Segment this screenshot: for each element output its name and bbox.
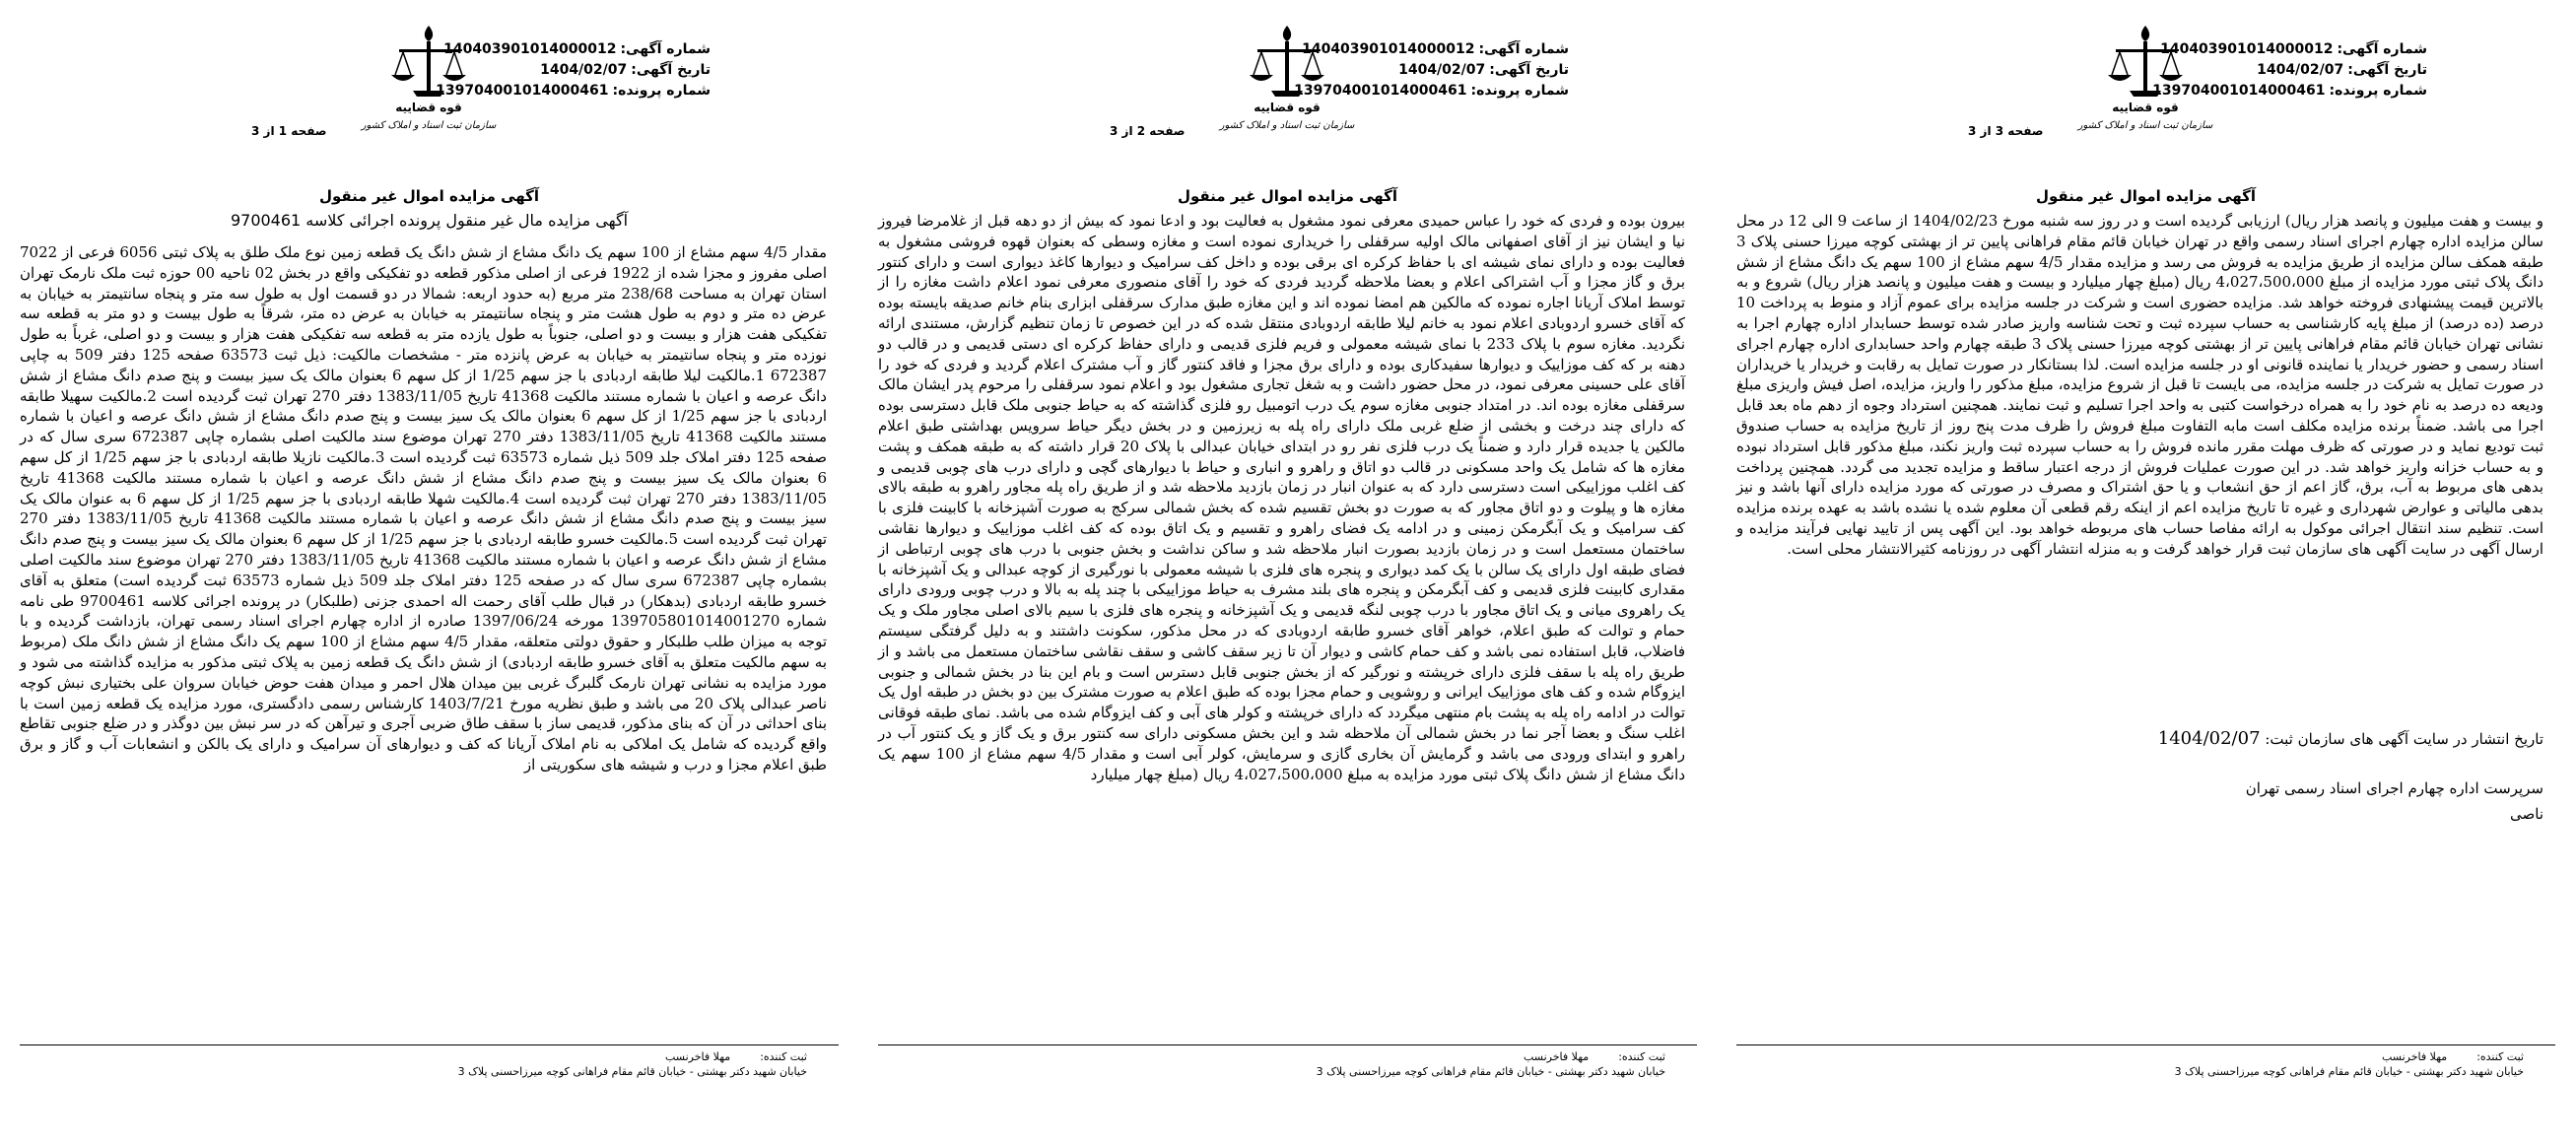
ad-date-label: تاریخ آگهی: — [1489, 62, 1569, 78]
ad-date: 1404/02/07 — [1398, 62, 1486, 78]
file-number: 139704001014000461 — [1294, 83, 1467, 99]
ad-date: 1404/02/07 — [540, 62, 628, 78]
emblem-text-bottom: سازمان ثبت اسناد و املاک کشور — [361, 120, 497, 131]
notice-body: مقدار 4/5 سهم مشاع از 100 سهم یک دانگ مشاع از شش دانگ یک قطعه زمین نوع ملک طلق به پلاک ثبتی 6056 فرعی از 7022 اصلی مفروز و مجزا شده از 1922 فرعی از اصلی مذکور قطعه دو تفکیکی واقع در بخش 02 ناحیه 00 حوزه ثبت ملک نارمک تهران استان تهران به مساحت 238/68 متر مربع (به حدود اربعه: شمالا در دو قسمت اول به طول سه متر و پنجاه سانتیمتر به خیابان به عرض ده متر و دوم به طول هشت متر و پنجاه سانتیمتر به خیابان به عرض ده متر، شرقاً به طول بیست و دو متر به قطعه سه تفکیکی هفت هزار و بیست و دو اصلی، جنوباً به طول یازده متر به قطعه سه تفکیکی هفت هزار و بیست و دو اصلی، غرباً به طول نوزده متر و پنجاه سانتیمتر به خیابان به عرض پانزده متر - مشخصات مالکیت: ذیل ثبت 63573 صفحه 125 دفتر 509 به چاپی 672387 1.مالکیت لیلا طابقه اردبادی با جز سهم 1/25 از کل سهم 6 بعنوان مالک یک سیز بیست و پنج صدم دانگ مشاع از شش دانگ عرصه و اعیان با شماره مستند مالکیت 41368 تاریخ 1383/11/05 دفتر 270 تهران ثبت گردیده است 2.مالکیت سهیلا طابقه اردبادی با جز سهم 1/25 از کل سهم 6 بعنوان مالک یک سیز بیست و پنج صدم دانگ مشاع از شش دانگ عرصه و اعیان با شماره مستند مالکیت 41368 تاریخ 1383/11/05 دفتر 270 تهران موضوع سند مالکیت اصلی بشماره چاپی 672387 سری سال که در صفحه 125 دفتر املاک جلد 509 ذیل شماره 63573 ثبت گردیده است 3.مالکیت نازیلا طابقه اردبادی با جز سهم 1/25 از کل سهم 6 بعنوان مالک یک سیز بیست و پنج صدم دانگ مشاع از شش دانگ عرصه و اعیان با شماره مستند مالکیت 41368 تاریخ 1383/11/05 دفتر 270 تهران ثبت گردیده است 4.مالکیت شهلا طابقه اردبادی با جز سهم 1/25 از کل سهم 6 به عنوان مالک یک سیز بیست و پنج صدم دانگ مشاع از شش دانگ عرصه و اعیان با شماره مستند مالکیت 41368 تاریخ 1383/11/05 دفتر 270 تهران ثبت گردیده است 5.مالکیت خسرو طابقه اردبادی با جز سهم 1/25 از کل سهم 6 بعنوان مالک یک سیز بیست و پنج صدم دانگ مشاع از شش دانگ عرصه و اعیان با شماره مستند مالکیت 41368 تاریخ 1383/11/05 دفتر 270 تهران موضوع سند مالکیت اصلی بشماره چاپی 672387 سری سال که در صفحه 125 دفتر املاک جلد 509 ذیل شماره 63573 ثبت گردیده است) متعلق به آقای خسرو طابقه اردبادی (بدهکار) در قبال طلب آقای رحمت اله احمدی جزنی (طلبکار) در پرونده اجرائی کلاسه 9700461 طی نامه شماره 139705801014001270 مورخه 1397/06/24 صادره از اداره چهارم اجرای اسناد رسمی تهران، بازداشت گردیده و با توجه به میزان طلب طلبکار و حقوق دولتی متعلقه، مقدار 4/5 سهم مشاع از 100 سهم یک دانگ مشاع از شش دانگ ملک (مربوط به سهم مالکیت متعلق به آقای خسرو طابقه اردبادی) از شش دانگ یک قطعه زمین به پلاک ثبتی مذکور به مزایده گذاشته می شود و مورد مزایده به نشانی تهران نارمک گلبرگ غربی بین میدان هلال احمر و میدان هفت حوض خیابان سروان علی بختیاری نبش کوچه ناصر عبدالی پلاک 20 می باشد و طبق نظریه مورخ 1403/7/21 کارشناس رسمی دادگستری، مورد مزایده یک قطعه زمین است با بنای احداثی در آن که بنای مذکور، قدیمی ساز با سقف طاق ضربی آجری و تیرآهن که در سر نبش بین دوگذر و در ضلع جنوبی تقاطع واقع گردیده که شامل یک املاکی به نام املاک آریانا که کف و دیوارهای آن سرامیک و دارای یک بالکن و انشعابات آب و گاز و برق طبق اعلام مجزا و درب و شیشه های سکوریتی از — [20, 243, 828, 774]
ad-number: 140403901014000012 — [443, 41, 617, 57]
registrar-label: ثبت کننده: — [1618, 1050, 1665, 1063]
ad-date: 1404/02/07 — [2257, 62, 2344, 78]
footer-address: خیابان شهید دکتر بهشتی - خیابان قائم مقام فراهانی کوچه میرزاحسنی پلاک 3 — [457, 1065, 807, 1078]
ad-date-label: تاریخ آگهی: — [2347, 62, 2427, 78]
file-number-label: شماره پرونده: — [1470, 83, 1569, 99]
signer-name: ناصی — [2510, 805, 2543, 823]
ad-number: 140403901014000012 — [1302, 41, 1475, 57]
registrar-name: مهلا فاخرنسب — [1524, 1050, 1590, 1063]
emblem-text-top: قوه قضاییه — [2112, 101, 2179, 114]
page-footer — [20, 1044, 839, 1079]
notice-body: بیرون بوده و فردی که خود را عباس حمیدی معرفی نمود مشغول به فعالیت بود و ادعا نمود که بیش از دو دهه قبل از غلامرضا فیروز نیا و ایشان نیز از آقای اصفهانی مالک اولیه سرقفلی را خریداری نموده است و مغازه وسطی که بعنوان قهوه فروشی مشغول به فعالیت بوده و دارای نمای شیشه ای با حفاظ کرکره ای برقی بوده و داخل کف سرامیک و دیوارها کاغذ دیواری است و دارای کنتور برق و گاز مجزا و آب اشتراکی اعلام و بعضا ملاحظه گردید فردی که خود را آقای منصوری معرفی نمود اعلام داشت مغازه را از توسط املاک آریانا اجاره نموده که مالکین هم امضا نموده اند و این مغازه طبق مدارک سرقفلی ابزاری بنام خانم صدیقه بایسته بوده که آقای خسرو اردوبادی اعلام نمود به خانم لیلا طابقه اردوبادی منتقل شده که در این خصوص تا زمان تنظیم گزارش، مستندی ارائه نگردید. مغازه سوم با پلاک 233 با نمای شیشه معمولی و فریم فلزی قدیمی و دارای حفاظ کرکره ای دستی قدیمی و در قالب دو دهنه بر که کف موزاییک و دیوارها سفیدکاری بوده و دارای برق مجزا و فاقد کنتور گاز و آب مشترک اعلام گردید و فردی که خود را آقای علی حسینی معرفی نمود، در محل حضور داشت و به شغل تجاری مشغول بود و اعلام نمود سرقفلی را مرحوم پدر ایشان مالک سرقفلی مغازه بوده اند. در امتداد جنوبی مغازه سوم یک درب اتومبیل رو فلزی گذاشته که به حیاط جنوبی ملک قابل دسترسی بوده که دارای چند درخت و بخشی از ضلع غربی ملک دارای راه پله به زیرزمین و در بخش دیگر حیاط سرویس بهداشتی طبق اعلام مالکین یا جدیده قرار دارد و ضمناً یک درب فلزی نفر رو در ابتدای خیابان عبدالی با پلاک 20 قرار داشته که به طبقه همکف و پشت مغازه ها که شامل یک واحد مسکونی در قالب دو اتاق و راهرو و انباری و حیاط با دیوارهای گچی و دارای درب های چوبی قدیمی و کف اغلب موزاییکی است دسترسی دارد که به عنوان انبار در زمان بازدید ملاحظه شد و از طریق راه پله مجاور راهرو به طبقه بالای مغازه ها و پیلوت و دو اتاق مجاور که به صورت دو بخش تقسیم شده که بخش شمالی سرکج به صورت آشپزخانه با کابینت فلزی با کف سرامیک و یک آبگرمکن زمینی و در ادامه یک فضای راهرو و تقسیم و یک اتاق بوده که کف اغلب موزاییک و دیوارها نقاشی ساختمان مستعمل است و در زمان بازدید بصورت انبار ملاحظه شد و ساکن نداشت و بخش جنوبی با درب های چوبی ارتباطی از فضای طبقه اول دارای یک سالن با یک کمد دیواری و پنجره های فلزی با شیشه معمولی با نورگیری از کوچه عبدالی و یک آشپزخانه با مقداری کابینت فلزی قدیمی و کف آبگرمکن و پنجره های بلند مشرف به حیاط موزاییکی با چند پله به بالا و درب چوبی ورودی دارای یک راهروی میانی و یک اتاق مجاور با درب چوبی لنگه قدیمی و یک آشپزخانه و پنجره های فلزی با سیم بالای اصلی مجاور ملک و یک حمام و توالت که طبق اعلام، خواهر آقای خسرو طابقه اردوبادی که در محل مذکور، سکونت داشتند و به دلیل گرفتگی سیستم فاضلاب، قابل استفاده نمی باشد و کف حمام کاشی و دیوار آن تا زیر سقف کاشی و سقف نقاشی ساختمان مستعمل می باشد و از طریق راه پله با سقف فلزی دارای خرپشته و نورگیر که از بخش جنوبی قابل دسترس است و بام این بنا در بخش شمالی و جنوبی ایزوگام شده و کف های موزاییک ایرانی و روشویی و حمام مجزا بوده که طبق اعلام به صورت مشترک بین دو بخش در طبقه اول یک توالت در ادامه راه پله به پشت بام منتهی میگردد که دارای خرپشته و کولر های آبی و کف ایزوگام شده می باشد. نمای طبقه فوقانی اغلب سنگ و بعضا آجر نما در بخش شمالی آن ملاحظه شد و این بخش مسکونی دارای سه کنتور برق و یک گاز و یک کنتور آب در راهرو و ابتدای ورودی می باشد و گرمایش آن بخاری گازی و سرمایش، کولر آبی است و مقدار 4/5 سهم مشاع از 100 سهم یک دانگ مشاع از شش دانگ پلاک ثبتی مورد مزایده به مبلغ 4،027،500،000 ریال (مبلغ چهار میلیارد — [878, 212, 1685, 783]
notice-page-3 — [0, 0, 858, 1145]
registrar-label: ثبت کننده: — [2476, 1050, 2524, 1063]
registrar-label: ثبت کننده: — [760, 1050, 807, 1063]
emblem-text-bottom: سازمان ثبت اسناد و املاک کشور — [1219, 120, 1355, 131]
ad-number-label: شماره آگهی: — [620, 41, 711, 57]
page-header — [0, 18, 858, 166]
ad-date-label: تاریخ آگهی: — [631, 62, 711, 78]
registrar-name: مهلا فاخرنسب — [2382, 1050, 2448, 1063]
notice-title: آگهی مزایده اموال غیر منقول — [2035, 187, 2257, 205]
notice-title: آگهی مزایده اموال غیر منقول — [318, 187, 540, 205]
file-number: 139704001014000461 — [2152, 83, 2326, 99]
footer-address: خیابان شهید دکتر بهشتی - خیابان قائم مقام فراهانی کوچه میرزاحسنی پلاک 3 — [2174, 1065, 2524, 1078]
publish-date: 1404/02/07 — [2157, 728, 2261, 749]
page-number: صفحه 3 از 3 — [1968, 124, 2044, 138]
file-number-label: شماره پرونده: — [612, 83, 711, 99]
notice-page-2 — [858, 0, 1717, 1145]
signer-title: سرپرست اداره چهارم اجرای اسناد رسمی تهران — [2245, 779, 2543, 797]
file-number-label: شماره پرونده: — [2329, 83, 2427, 99]
ad-number-label: شماره آگهی: — [2337, 41, 2427, 57]
emblem-text-top: قوه قضاییه — [395, 101, 462, 114]
notice-subtitle: آگهی مزایده مال غیر منقول پرونده اجرائی کلاسه 9700461 — [230, 211, 629, 230]
notice-body: و بیست و هفت میلیون و پانصد هزار ریال) ارزیابی گردیده است و در روز سه شنبه مورخ 1404/02/23 از ساعت 9 الی 12 در محل سالن مزایده اداره چهارم اجرای اسناد رسمی واقع در تهران خیابان قائم مقام فراهانی پایین تر از بهشتی کوچه میرزا حسنی پلاک 3 طبقه همکف سالن مزایده از طریق مزایده به فروش می رسد و مزایده مقدار 4/5 سهم مشاع از 100 سهم یک دانگ مشاع از شش دانگ پلاک ثبتی مورد مزایده از مبلغ 4،027،500،000 ریال (مبلغ چهار میلیارد و بیست و هفت میلیون و پانصد هزار ریال) شروع و به بالاترین قیمت پیشنهادی فروخته خواهد شد. مزایده حضوری است و شرکت در جلسه مزایده برای عموم آزاد و منوط به پرداخت 10 درصد (ده درصد) از مبلغ پایه کارشناسی به حساب سپرده ثبت و تحت شناسه واریز صادر شده توسط حسابدار اداره چهارم اجرا به نشانی تهران خیابان قائم مقام فراهانی پایین تر از بهشتی کوچه میرزا حسنی پلاک 3 طبقه چهارم واحد حسابداری اداره چهارم اجرای اسناد رسمی و حضور خریدار یا نماینده قانونی او در جلسه مزایده است. لذا بستانکار در صورت تمایل به رقابت و خریدار یا خریداران در صورت تمایل به شرکت در جلسه مزایده، می بایست تا قبل از شروع مزایده، مبلغ مذکور را واریز، مزایده، اصل فیش واریزی مبلغ ودیعه ده درصد به نام خود را به همراه درخواست کتبی به واحد اجرا تسلیم و ثبت نمایند. همچنین استرداد وجوه از دهم ماه بعد قابل اجرا می باشد. ضمناً برنده مزایده مکلف است مابه التفاوت مبلغ فروش را ظرف مدت پنج روز از تاریخ مزایده به حساب صندوق ثبت تودیع نماید و در صورتی که ظرف مهلت مقرر مانده فروش را به حساب سپرده ثبت واریز نکند، مبلغ مذکور قابل استرداد نبوده و به حساب خزانه واریز خواهد شد. در این صورت عملیات فروش از درجه اعتبار ساقط و مزایده تجدید می گردد. همچنین پرداخت بدهی های مربوط به آب، برق، گاز اعم از حق انشعاب و یا حق اشتراک و مصرف در صورتی که مورد مزایده دارای آنها باشد و نیز بدهی مالیاتی و عوارض شهرداری و غیره تا تاریخ مزایده اعم از اینکه رقم قطعی آن معلوم شده یا نشده باشد به عهده برنده مزایده است. تنظیم سند انتقال اجرائی موکول به ارائه مفاصا حساب های مربوطه خواهد بود. این آگهی پس از تایید نهایی فرآیند مزایده و ارسال آگهی در سایت آگهی های سازمان ثبت قرار خواهد گرفت و به منزله انتشار آگهی در روزنامه کثیرالانتشار محلی است. — [1736, 212, 2544, 558]
notice-meta — [2152, 39, 2427, 101]
publish-line — [2158, 727, 2543, 751]
notice-title: آگهی مزایده اموال غیر منقول — [1177, 187, 1398, 205]
page-number: صفحه 2 از 3 — [1110, 124, 1186, 138]
registrar-name: مهلا فاخرنسب — [665, 1050, 731, 1063]
ad-number-label: شماره آگهی: — [1478, 41, 1569, 57]
notice-meta — [436, 39, 711, 101]
footer-address: خیابان شهید دکتر بهشتی - خیابان قائم مقام فراهانی کوچه میرزاحسنی پلاک 3 — [1316, 1065, 1665, 1078]
notice-meta — [1294, 39, 1569, 101]
page-number: صفحه 1 از 3 — [251, 124, 327, 138]
file-number: 139704001014000461 — [436, 83, 609, 99]
page-footer — [1736, 1044, 2555, 1079]
page-header — [858, 18, 1717, 166]
emblem-text-top: قوه قضاییه — [1254, 101, 1321, 114]
publish-label: تاریخ انتشار در سایت آگهی های سازمان ثبت: — [2265, 730, 2543, 748]
page-header — [1717, 18, 2575, 166]
ad-number: 140403901014000012 — [2160, 41, 2334, 57]
page-footer — [878, 1044, 1697, 1079]
emblem-text-bottom: سازمان ثبت اسناد و املاک کشور — [2077, 120, 2213, 131]
notice-page-1 — [1717, 0, 2575, 1145]
